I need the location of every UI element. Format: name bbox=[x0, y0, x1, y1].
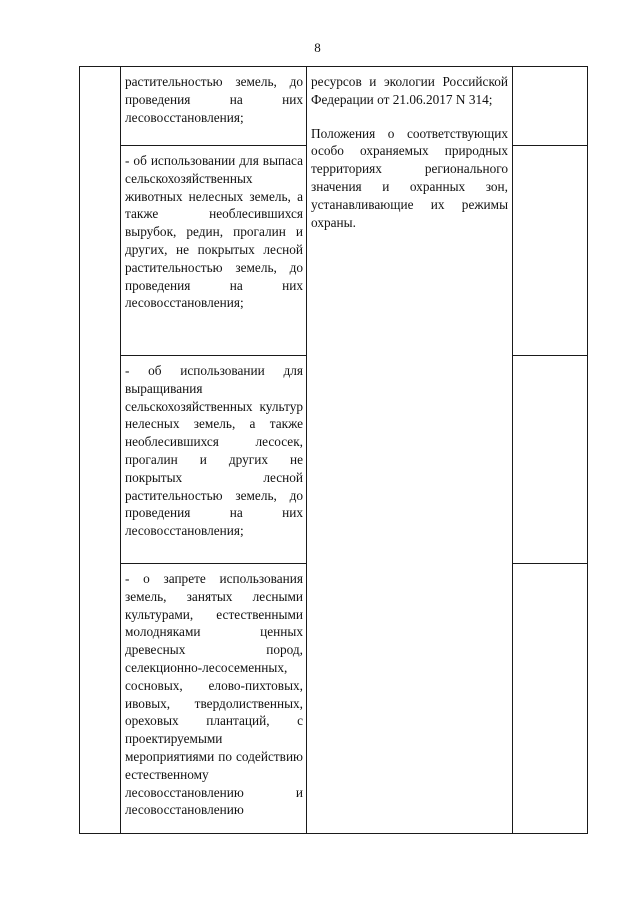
table-cell-col2-row4 bbox=[121, 564, 307, 834]
table-cell-col2-row2 bbox=[121, 146, 307, 356]
regulation-table bbox=[79, 66, 588, 834]
table-row bbox=[80, 67, 588, 146]
table-cell-col4-row3 bbox=[513, 356, 588, 564]
cell-text: - об использовании для выращивания сельскохозяйственных культур нелесных земель, а также необлесившихся лесосек, прогалин и других не покрытых лесной растительностью земель, до проведения на них лесовосстановления; bbox=[125, 363, 303, 539]
table-cell-col4-row1 bbox=[513, 67, 588, 146]
cell-text: - об использовании для выпаса сельскохозяйственных животных нелесных земель, а также необлесившихся вырубок, редин, прогалин и других, не покрытых лесной растительностью земель, до проведения на них лесовосстановления; bbox=[125, 153, 303, 311]
cell-text: растительностью земель, до проведения на них лесовосстановления; bbox=[125, 74, 303, 125]
table-cell-col2-row1 bbox=[121, 67, 307, 146]
cell-paragraph: Положения о соответствующих особо охраняемых природных территориях регионального значения и охранных зон, устанавливающие их режимы охраны. bbox=[311, 125, 508, 230]
table-cell-col4-row2 bbox=[513, 146, 588, 356]
table-cell-col3 bbox=[307, 67, 513, 834]
cell-text: - о запрете использования земель, занятых лесными культурами, естественными молодняками ценных древесных пород, селекционно-лесосеменных, сосновых, елово-пихтовых, ивовых, твердолиственных, ореховых плантаций, с проектируемыми мероприятиями по содействию естественному лесовосстановлению и лесовосстановлению bbox=[125, 571, 303, 818]
page-number: 8 bbox=[314, 40, 321, 55]
table-cell-col2-row3 bbox=[121, 356, 307, 564]
table-cell-col1 bbox=[80, 67, 121, 834]
cell-paragraph: ресурсов и экологии Российской Федерации от 21.06.2017 N 314; bbox=[311, 74, 508, 107]
table-cell-col4-row4 bbox=[513, 564, 588, 834]
